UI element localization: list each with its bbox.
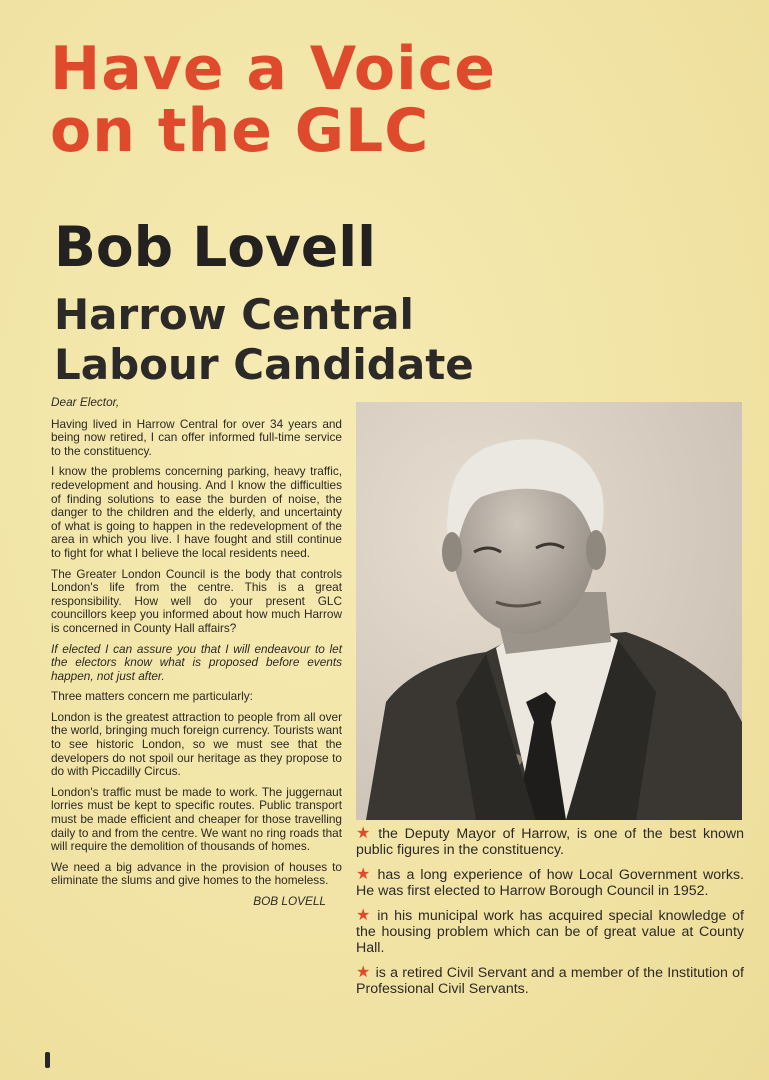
star-icon: ★ [356,866,373,884]
credential-text: the Deputy Mayor of Harrow, is one of the best known public figures in the constituency. [356,826,745,858]
letter-paragraph: I know the problems concerning parking, heavy traffic, redevelopment and housing. And I know the difficulties of finding solutions to ease the burden of noise, the danger to the children and the elderly, and uncertainty of what is going to happen in the redevelopment of the area in which you live. I have fought and still continue to fight for what I believe the local residents need. [51,464,342,560]
letter-paragraph: London's traffic must be made to work. The juggernaut lorries must be kept to specific routes. Public transport must be made efficient and cheaper for those travelling daily to and from the centre. We want no ring roads that will require the demolition of thousands of homes. [51,784,342,854]
letter-to-elector [51,396,342,916]
subtitle-line-2: Labour Candidate [54,340,474,389]
letter-paragraph: London is the greatest attraction to people from all over the world, bringing much foreign currency. Tourists want to see historic London, so we must see that the developers do not spoil our heritage as they propose to do with Piccadilly Circus. [51,709,342,779]
headline [50,34,496,166]
credential-item [356,908,744,956]
credential-text: is a retired Civil Servant and a member of the Institution of Professional Civil Servants. [356,965,744,997]
credential-item [356,826,744,858]
letter-paragraph: We need a big advance in the provision of houses to eliminate the slums and give homes to the homeless. [51,859,342,888]
letter-signature: BOB LOVELL [253,894,326,908]
credential-item [356,867,744,899]
candidate-credentials [356,826,744,1006]
print-mark [45,1052,50,1068]
credential-text: in his municipal work has acquired special knowledge of the housing problem which can be of great value at County Hall. [356,908,744,956]
candidate-portrait [356,402,742,820]
star-icon: ★ [356,825,374,842]
star-icon: ★ [356,907,373,925]
credential-text: has a long experience of how Local Government works. He was first elected to Harrow Borough Council in 1952. [356,867,744,899]
candidate-name: Bob Lovell [54,215,376,279]
credential-item [356,965,744,997]
letter-salutation: Dear Elector, [51,395,120,409]
headline-line-1: Have a Voice [50,34,496,104]
letter-paragraph: Three matters concern me particularly: [51,689,253,704]
letter-paragraph-pledge: If elected I can assure you that I will endeavour to let the electors know what is proposed before events happen, not just after. [51,641,342,683]
subtitle-line-1: Harrow Central [54,290,414,339]
letter-paragraph: Having lived in Harrow Central for over 34 years and being now retired, I can offer informed full-time service to the constituency. [51,416,342,458]
portrait-illustration [356,402,742,820]
headline-line-2: on the GLC [50,96,430,166]
candidate-subtitle [54,290,474,390]
letter-paragraph: The Greater London Council is the body that controls London's life from the centre. This is a great responsibility. How well do your present GLC councillors keep you informed about how much Harrow is concerned in County Hall affairs? [51,566,342,635]
star-icon: ★ [356,964,371,982]
